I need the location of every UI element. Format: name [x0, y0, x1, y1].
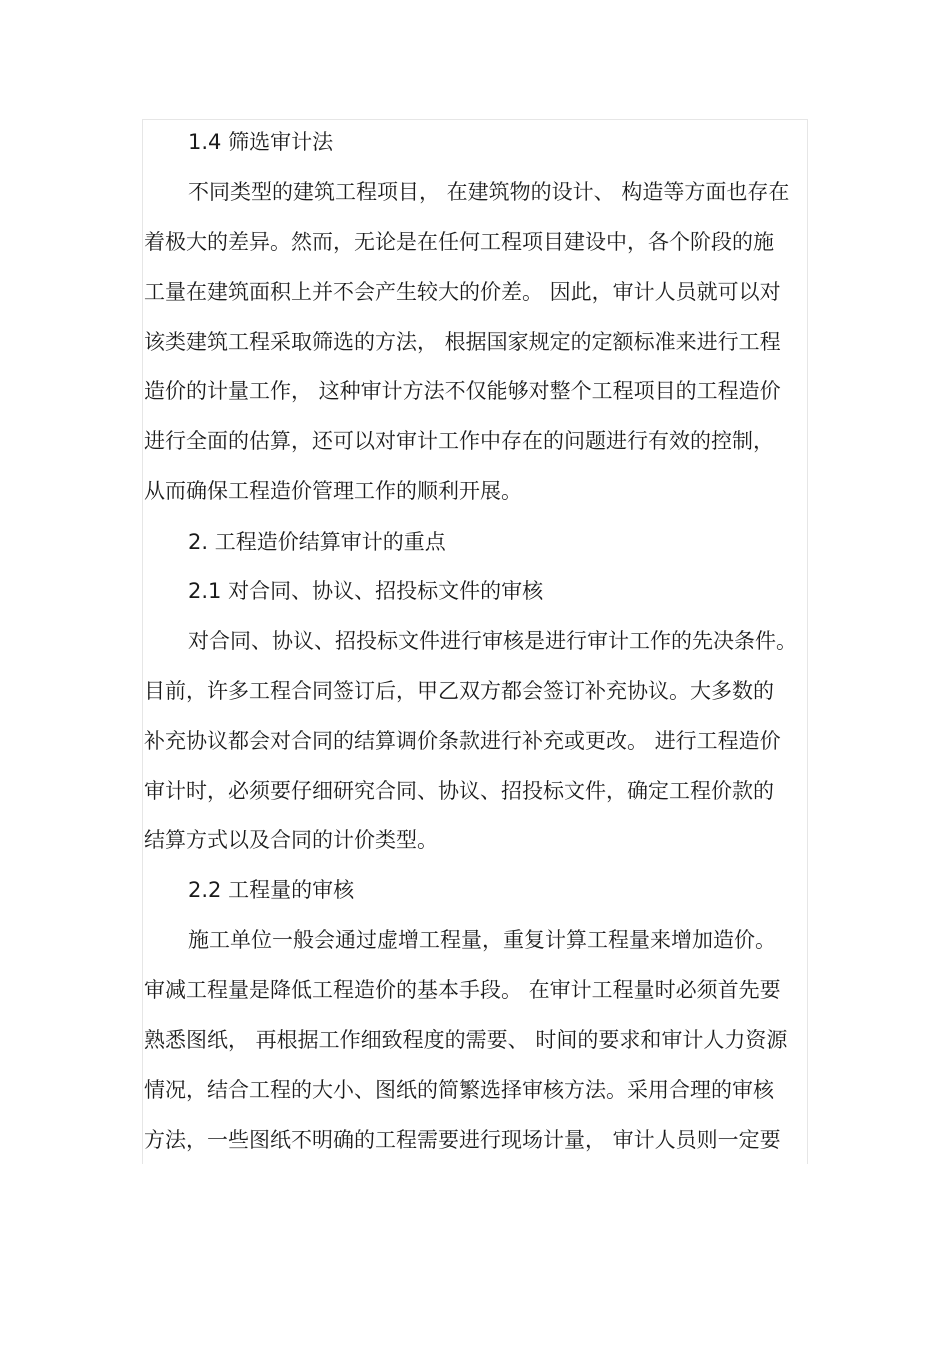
- paragraph-line: 结算方式以及合同的计价类型。: [144, 828, 438, 852]
- paragraph-line: 审减工程量是降低工程造价的基本手段。 在审计工程量时必须首先要: [144, 978, 781, 1002]
- paragraph-line: 方法，一些图纸不明确的工程需要进行现场计量， 审计人员则一定要: [144, 1128, 781, 1152]
- paragraph-line: 该类建筑工程采取筛选的方法， 根据国家规定的定额标准来进行工程: [144, 330, 781, 354]
- section-heading-1-4: 1.4 筛选审计法: [188, 130, 334, 154]
- paragraph-line: 审计时，必须要仔细研究合同、协议、招投标文件，确定工程价款的: [144, 779, 774, 803]
- section-heading-2-1: 2.1 对合同、协议、招投标文件的审核: [188, 579, 544, 603]
- paragraph-line: 情况，结合工程的大小、图纸的简繁选择审核方法。采用合理的审核: [144, 1078, 774, 1102]
- paragraph-line: 不同类型的建筑工程项目， 在建筑物的设计、 构造等方面也存在: [188, 180, 790, 204]
- section-heading-2-2: 2.2 工程量的审核: [188, 878, 355, 902]
- paragraph-line: 着极大的差异。然而，无论是在任何工程项目建设中，各个阶段的施: [144, 230, 774, 254]
- paragraph-line: 目前，许多工程合同签订后，甲乙双方都会签订补充协议。大多数的: [144, 679, 774, 703]
- paragraph-line: 施工单位一般会通过虚增工程量，重复计算工程量来增加造价。: [188, 928, 776, 952]
- paragraph-line: 对合同、协议、招投标文件进行审核是进行审计工作的先决条件。: [188, 629, 797, 653]
- paragraph-line: 造价的计量工作， 这种审计方法不仅能够对整个工程项目的工程造价: [144, 379, 781, 403]
- paragraph-line: 进行全面的估算，还可以对审计工作中存在的问题进行有效的控制，: [144, 429, 774, 453]
- paragraph-line: 熟悉图纸， 再根据工作细致程度的需要、 时间的要求和审计人力资源: [144, 1028, 788, 1052]
- paragraph-line: 从而确保工程造价管理工作的顺利开展。: [144, 479, 522, 503]
- section-heading-2: 2. 工程造价结算审计的重点: [188, 530, 446, 554]
- paragraph-line: 补充协议都会对合同的结算调价条款进行补充或更改。 进行工程造价: [144, 729, 781, 753]
- paragraph-line: 工量在建筑面积上并不会产生较大的价差。 因此，审计人员就可以对: [144, 280, 781, 304]
